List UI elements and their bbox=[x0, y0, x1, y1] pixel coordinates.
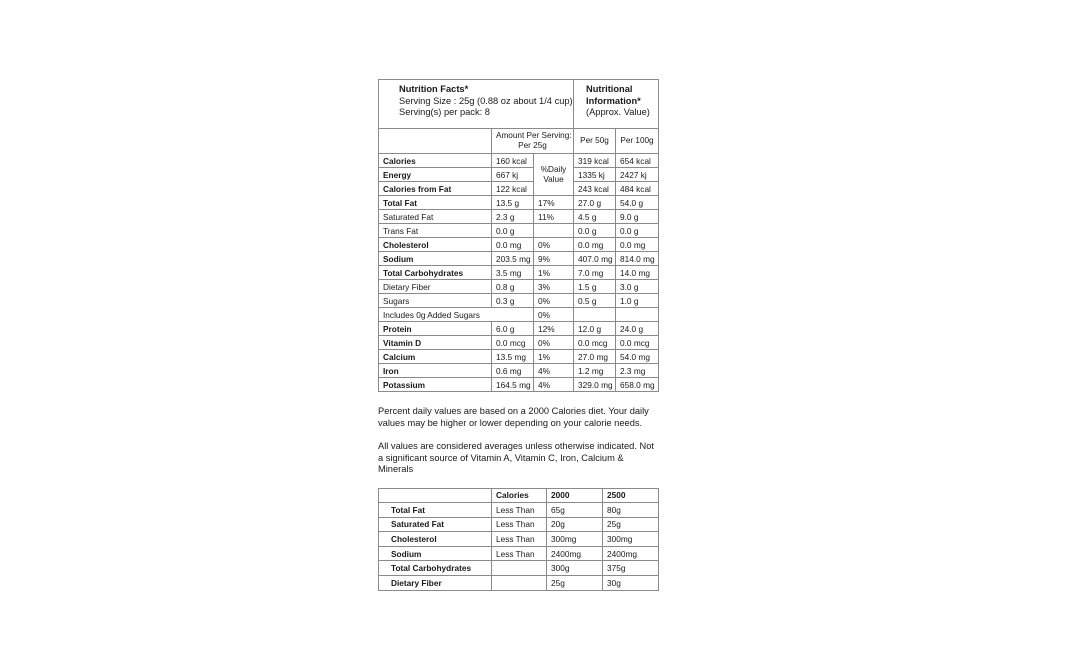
reference-rows bbox=[379, 488, 659, 590]
reference-nutrient: Cholesterol bbox=[379, 532, 492, 547]
empty-header-cell bbox=[379, 129, 492, 154]
reference-header-cell: Calories bbox=[492, 488, 547, 503]
reference-header-cell: 2500 bbox=[603, 488, 659, 503]
daily-value: 4% bbox=[534, 364, 574, 378]
table-row bbox=[379, 196, 659, 210]
per-100g-value: 484 kcal bbox=[616, 182, 659, 196]
per-50g-value: 407.0 mg bbox=[574, 252, 616, 266]
per-100g-value: 0.0 g bbox=[616, 224, 659, 238]
table-row bbox=[379, 238, 659, 252]
per-100g-value: 9.0 g bbox=[616, 210, 659, 224]
nutrient-name: Protein bbox=[379, 322, 492, 336]
reference-value: 375g bbox=[603, 561, 659, 576]
nutrient-name: Iron bbox=[379, 364, 492, 378]
daily-value: 0% bbox=[534, 308, 574, 322]
reference-value: Less Than bbox=[492, 503, 547, 518]
per-100g-value: 0.0 mcg bbox=[616, 336, 659, 350]
per-50g-value: 243 kcal bbox=[574, 182, 616, 196]
nutrient-rows bbox=[379, 154, 659, 392]
table-row bbox=[379, 378, 659, 392]
daily-value: 3% bbox=[534, 280, 574, 294]
reference-value: 25g bbox=[547, 576, 603, 591]
nutrient-name: Cholesterol bbox=[379, 238, 492, 252]
table-row bbox=[379, 308, 659, 322]
table-row bbox=[379, 210, 659, 224]
footnotes bbox=[378, 406, 658, 476]
daily-reference-table bbox=[378, 488, 659, 591]
amount-per-serving: 122 kcal bbox=[492, 182, 534, 196]
amount-per-serving: 3.5 mg bbox=[492, 266, 534, 280]
reference-header-cell bbox=[379, 488, 492, 503]
per-100g-value: 0.0 mg bbox=[616, 238, 659, 252]
per-50g-value: 4.5 g bbox=[574, 210, 616, 224]
amount-per-serving: 160 kcal bbox=[492, 154, 534, 168]
reference-value: Less Than bbox=[492, 532, 547, 547]
reference-value: 300mg bbox=[547, 532, 603, 547]
daily-value: 11% bbox=[534, 210, 574, 224]
per-50g-value: 1335 kj bbox=[574, 168, 616, 182]
reference-row bbox=[379, 561, 659, 576]
table-row bbox=[379, 182, 659, 196]
nutrition-label bbox=[378, 79, 657, 591]
amount-per-serving: 0.0 mg bbox=[492, 238, 534, 252]
nutrient-name: Saturated Fat bbox=[379, 210, 492, 224]
daily-value: 0% bbox=[534, 336, 574, 350]
nutritional-information-title-1: Nutritional bbox=[586, 84, 633, 94]
daily-value: 4% bbox=[534, 378, 574, 392]
daily-value: 17% bbox=[534, 196, 574, 210]
nutrient-name: Potassium bbox=[379, 378, 492, 392]
reference-value: 300g bbox=[547, 561, 603, 576]
reference-value: 25g bbox=[603, 517, 659, 532]
per-50g-value bbox=[574, 308, 616, 322]
table-row bbox=[379, 294, 659, 308]
reference-value: Less Than bbox=[492, 546, 547, 561]
reference-nutrient: Saturated Fat bbox=[379, 517, 492, 532]
per-50g-value: 0.0 mg bbox=[574, 238, 616, 252]
daily-value: 0% bbox=[534, 294, 574, 308]
daily-value-note: Percent daily values are based on a 2000 Calories diet. Your daily values may be higher or lower depending on your calorie needs. bbox=[378, 406, 649, 428]
table-header-row bbox=[379, 80, 659, 129]
daily-value bbox=[534, 224, 574, 238]
per-50g-value: 0.0 g bbox=[574, 224, 616, 238]
per-50g-header: Per 50g bbox=[574, 129, 616, 154]
per-50g-value: 12.0 g bbox=[574, 322, 616, 336]
per-50g-value: 0.5 g bbox=[574, 294, 616, 308]
nutrient-name: Includes 0g Added Sugars bbox=[379, 308, 534, 322]
amount-per-serving: 0.0 g bbox=[492, 224, 534, 238]
per-100g-value: 658.0 mg bbox=[616, 378, 659, 392]
per-100g-value bbox=[616, 308, 659, 322]
per-25g-label: Per 25g bbox=[518, 141, 547, 150]
nutrient-name: Total Fat bbox=[379, 196, 492, 210]
table-row bbox=[379, 154, 659, 168]
reference-value bbox=[492, 576, 547, 591]
amount-per-serving: 0.8 g bbox=[492, 280, 534, 294]
nutrient-name: Calories from Fat bbox=[379, 182, 492, 196]
approx-value-note: (Approx. Value) bbox=[586, 107, 650, 117]
per-100g-header: Per 100g bbox=[616, 129, 659, 154]
per-50g-value: 0.0 mcg bbox=[574, 336, 616, 350]
daily-value-label-1: %Daily bbox=[540, 164, 567, 174]
nutrition-facts-heading bbox=[379, 80, 574, 129]
per-50g-value: 319 kcal bbox=[574, 154, 616, 168]
per-50g-value: 1.2 mg bbox=[574, 364, 616, 378]
amount-per-serving: 13.5 g bbox=[492, 196, 534, 210]
table-row bbox=[379, 280, 659, 294]
reference-value: Less Than bbox=[492, 517, 547, 532]
nutrient-name: Calcium bbox=[379, 350, 492, 364]
per-100g-value: 54.0 mg bbox=[616, 350, 659, 364]
reference-value: 2400mg bbox=[547, 546, 603, 561]
serving-size: Serving Size : 25g (0.88 oz about 1/4 cup) bbox=[399, 95, 573, 106]
per-100g-value: 654 kcal bbox=[616, 154, 659, 168]
amount-per-serving: 0.3 g bbox=[492, 294, 534, 308]
daily-value-label-2: Value bbox=[543, 174, 564, 184]
nutrition-facts-title: Nutrition Facts* bbox=[399, 84, 469, 94]
reference-nutrient: Total Carbohydrates bbox=[379, 561, 492, 576]
reference-row bbox=[379, 503, 659, 518]
reference-value: 2400mg bbox=[603, 546, 659, 561]
reference-row bbox=[379, 546, 659, 561]
per-100g-value: 24.0 g bbox=[616, 322, 659, 336]
daily-value: 1% bbox=[534, 350, 574, 364]
per-50g-value: 329.0 mg bbox=[574, 378, 616, 392]
reference-row bbox=[379, 532, 659, 547]
reference-nutrient: Sodium bbox=[379, 546, 492, 561]
reference-value: 30g bbox=[603, 576, 659, 591]
daily-value: 1% bbox=[534, 266, 574, 280]
daily-value: 0% bbox=[534, 238, 574, 252]
nutrient-name: Vitamin D bbox=[379, 336, 492, 350]
amount-per-serving-header bbox=[492, 129, 574, 154]
reference-value: 65g bbox=[547, 503, 603, 518]
reference-nutrient: Dietary Fiber bbox=[379, 576, 492, 591]
per-50g-value: 27.0 g bbox=[574, 196, 616, 210]
amount-per-serving: 0.0 mcg bbox=[492, 336, 534, 350]
table-row bbox=[379, 364, 659, 378]
nutritional-information-heading bbox=[574, 80, 659, 129]
table-row bbox=[379, 224, 659, 238]
reference-value: 20g bbox=[547, 517, 603, 532]
table-row bbox=[379, 168, 659, 182]
per-100g-value: 814.0 mg bbox=[616, 252, 659, 266]
amount-per-serving: 667 kj bbox=[492, 168, 534, 182]
servings-per-pack: Serving(s) per pack: 8 bbox=[399, 107, 490, 117]
nutrient-name: Energy bbox=[379, 168, 492, 182]
nutrient-name: Calories bbox=[379, 154, 492, 168]
nutrition-facts-table bbox=[378, 79, 659, 392]
daily-value-header bbox=[534, 154, 574, 196]
reference-value: 80g bbox=[603, 503, 659, 518]
per-50g-value: 7.0 mg bbox=[574, 266, 616, 280]
table-row bbox=[379, 336, 659, 350]
amount-per-serving: 203.5 mg bbox=[492, 252, 534, 266]
per-100g-value: 14.0 mg bbox=[616, 266, 659, 280]
nutrient-name: Dietary Fiber bbox=[379, 280, 492, 294]
reference-header-cell: 2000 bbox=[547, 488, 603, 503]
nutrient-name: Sodium bbox=[379, 252, 492, 266]
reference-header-row bbox=[379, 488, 659, 503]
per-100g-value: 3.0 g bbox=[616, 280, 659, 294]
table-row bbox=[379, 322, 659, 336]
per-50g-value: 27.0 mg bbox=[574, 350, 616, 364]
reference-row bbox=[379, 517, 659, 532]
table-row bbox=[379, 252, 659, 266]
amount-per-serving: 6.0 g bbox=[492, 322, 534, 336]
per-100g-value: 2.3 mg bbox=[616, 364, 659, 378]
amount-per-serving: 13.5 mg bbox=[492, 350, 534, 364]
daily-value: 9% bbox=[534, 252, 574, 266]
amount-per-serving-label: Amount Per Serving: bbox=[496, 131, 572, 140]
nutrient-name: Total Carbohydrates bbox=[379, 266, 492, 280]
column-header-row bbox=[379, 129, 659, 154]
averages-note: All values are considered averages unless otherwise indicated. Not a significant source of Vitamin A, Vitamin C, Iron, Calcium & Minerals bbox=[378, 441, 654, 474]
reference-row bbox=[379, 576, 659, 591]
nutrient-name: Trans Fat bbox=[379, 224, 492, 238]
per-100g-value: 2427 kj bbox=[616, 168, 659, 182]
per-100g-value: 54.0 g bbox=[616, 196, 659, 210]
reference-value: 300mg bbox=[603, 532, 659, 547]
daily-value: 12% bbox=[534, 322, 574, 336]
amount-per-serving: 2.3 g bbox=[492, 210, 534, 224]
per-50g-value: 1.5 g bbox=[574, 280, 616, 294]
per-100g-value: 1.0 g bbox=[616, 294, 659, 308]
reference-value bbox=[492, 561, 547, 576]
table-row bbox=[379, 266, 659, 280]
nutrient-name: Sugars bbox=[379, 294, 492, 308]
table-row bbox=[379, 350, 659, 364]
nutritional-information-title-2: Information* bbox=[586, 95, 641, 106]
amount-per-serving: 164.5 mg bbox=[492, 378, 534, 392]
reference-nutrient: Total Fat bbox=[379, 503, 492, 518]
amount-per-serving: 0.6 mg bbox=[492, 364, 534, 378]
